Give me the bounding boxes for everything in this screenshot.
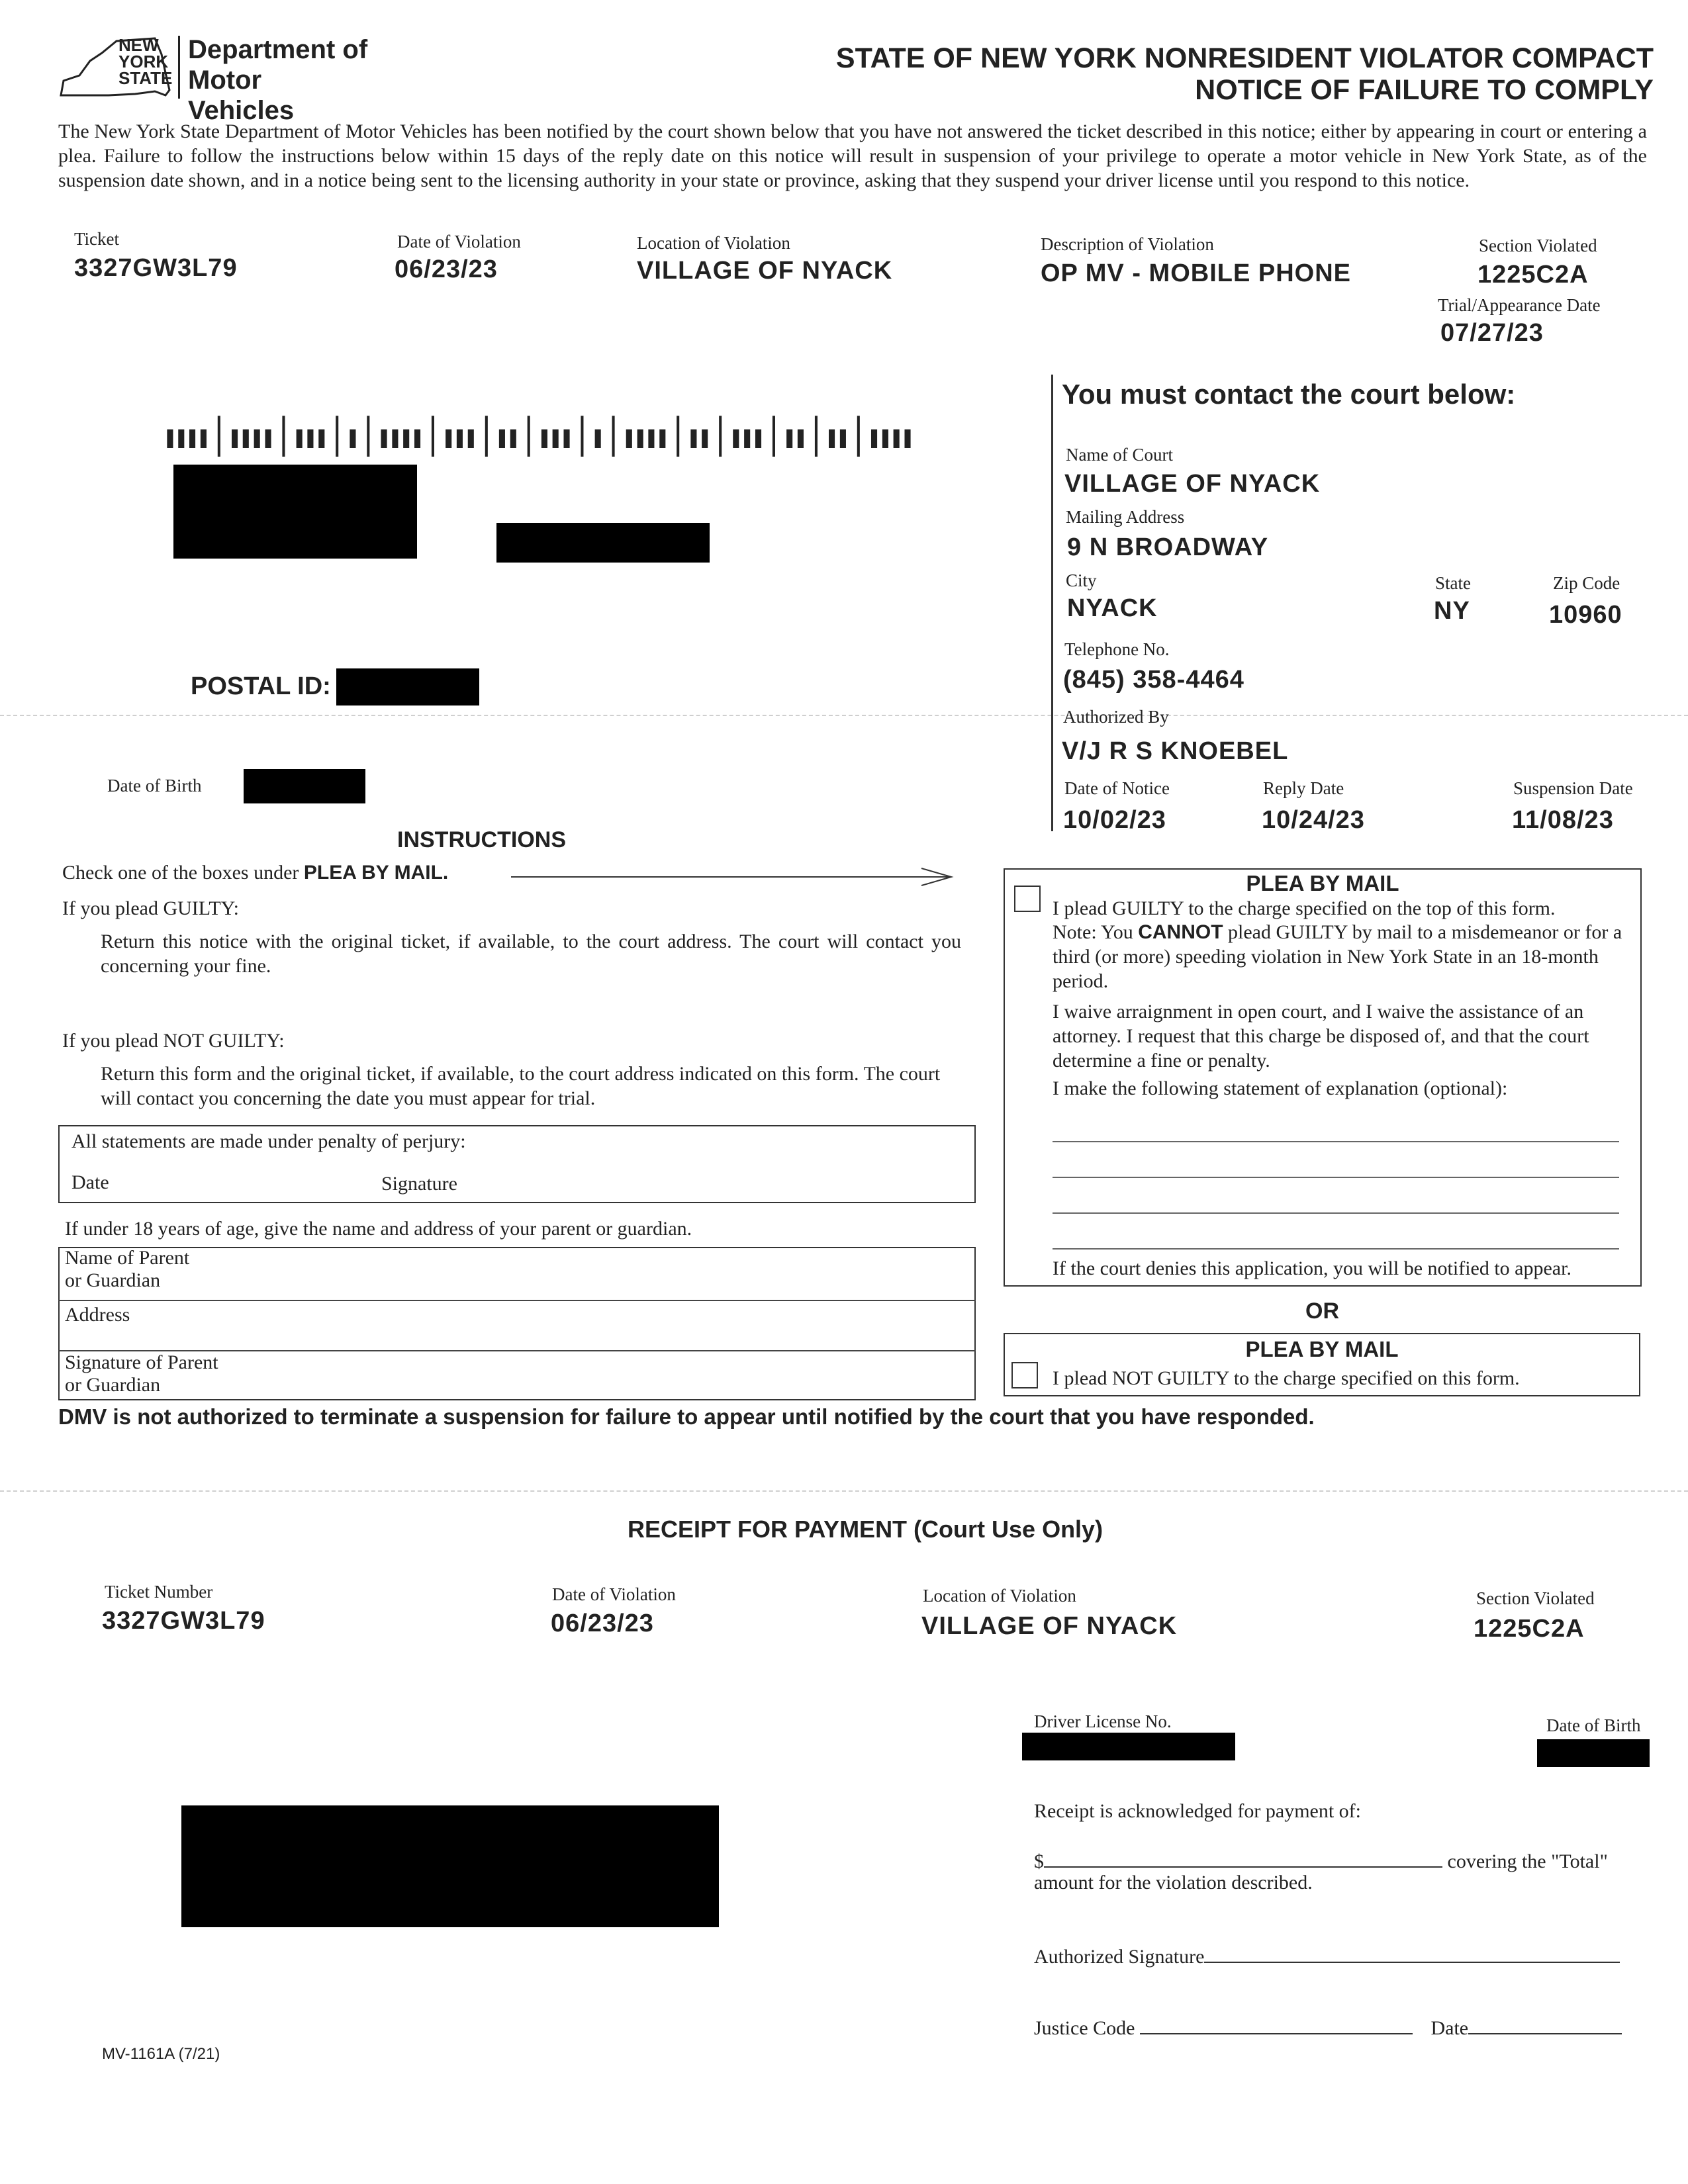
court-state-value: NY	[1434, 597, 1470, 625]
violation-description-value: OP MV - MOBILE PHONE	[1041, 259, 1352, 287]
court-phone-label: Telephone No.	[1064, 639, 1170, 659]
trial-date-value: 07/27/23	[1440, 319, 1544, 347]
ticket-value: 3327GW3L79	[74, 254, 238, 282]
receipt-heading: RECEIPT FOR PAYMENT (Court Use Only)	[628, 1516, 1103, 1543]
ticket-label: Ticket	[74, 229, 120, 249]
explanation-line-3[interactable]	[1053, 1212, 1619, 1214]
form-number: MV-1161A (7/21)	[102, 2045, 220, 2063]
court-zip-label: Zip Code	[1553, 573, 1620, 593]
court-city-label: City	[1066, 570, 1097, 590]
plea-note-bold: CANNOT	[1138, 921, 1223, 943]
receipt-date-field[interactable]	[1468, 2013, 1622, 2034]
court-zip-value: 10960	[1549, 601, 1622, 629]
justice-code-field[interactable]	[1140, 2013, 1413, 2034]
guardian-name-label-1: Name of Parent	[65, 1247, 190, 1269]
redacted-name	[173, 465, 417, 559]
plea-guilty-note	[1053, 920, 1635, 993]
plea-note-suffix: plead GUILTY by mail to a misdemeanor or for a third (or more) speeding violation in New York State in an 18-month period.	[1053, 921, 1622, 992]
court-authorized-label: Authorized By	[1063, 707, 1169, 727]
justice-code-label: Justice Code	[1034, 2017, 1135, 2039]
postal-barcode: ıııı│ıııı│ııı│ı│ıııı│ııı│ıı│ııı│ı│ıııı│ıı│ııı│ıı│ıı│ıııı	[164, 417, 913, 457]
receipt-date-field-label: Date	[1430, 2017, 1469, 2039]
court-state-label: State	[1435, 573, 1471, 593]
covering-text: covering the "Total"	[1447, 1850, 1608, 1872]
court-authorized-value: V/J R S KNOEBEL	[1062, 737, 1289, 765]
guardian-row-divider-1	[58, 1300, 976, 1301]
postal-id-label: POSTAL ID:	[191, 672, 331, 700]
logo-state-line2: YORK	[118, 52, 169, 71]
or-label: OR	[1305, 1298, 1339, 1324]
redacted-receipt-dob	[1537, 1739, 1650, 1767]
receipt-location-value: VILLAGE OF NYACK	[921, 1612, 1178, 1640]
receipt-dob-label: Date of Birth	[1546, 1715, 1641, 1735]
plea-not-guilty-checkbox[interactable]	[1011, 1362, 1038, 1388]
redacted-dob	[244, 769, 365, 803]
mailing-dob-label: Date of Birth	[107, 776, 202, 796]
authorized-signature-field[interactable]	[1204, 1942, 1620, 1963]
receipt-ticket-label: Ticket Number	[105, 1582, 213, 1602]
plea-note-prefix: Note: You	[1053, 921, 1139, 943]
receipt-section-value: 1225C2A	[1474, 1615, 1585, 1643]
court-phone-value: (845) 358-4464	[1063, 666, 1244, 694]
logo-state-line3: STATE	[118, 68, 173, 88]
notice-date-value: 10/02/23	[1063, 806, 1166, 834]
explanation-line-2[interactable]	[1053, 1177, 1619, 1178]
court-city-value: NYACK	[1067, 594, 1158, 622]
guardian-address-field[interactable]: Address	[65, 1304, 130, 1326]
receipt-ticket-value: 3327GW3L79	[102, 1607, 265, 1635]
perjury-date-label[interactable]: Date	[71, 1171, 109, 1193]
violation-description-label: Description of Violation	[1041, 234, 1214, 254]
page-title-line1: STATE OF NEW YORK NONRESIDENT VIOLATOR COMPACT	[835, 42, 1654, 74]
guardian-name-label-2: or Guardian	[65, 1269, 161, 1291]
section-violated-value: 1225C2A	[1477, 261, 1589, 289]
payment-amount-field[interactable]	[1044, 1846, 1442, 1868]
guardian-signature-label-2: or Guardian	[65, 1374, 161, 1396]
court-name-label: Name of Court	[1066, 445, 1173, 465]
plea-denial-notice: If the court denies this application, you will be notified to appear.	[1053, 1257, 1571, 1279]
plea-guilty-waiver: I waive arraignment in open court, and I waive the assistance of an attorney. I request that this charge be disposed of, and that the court determine a fine or penalty.	[1053, 1001, 1589, 1071]
reply-date-value: 10/24/23	[1262, 806, 1365, 834]
trial-date-label: Trial/Appearance Date	[1438, 295, 1601, 315]
fold-line-upper	[0, 715, 1688, 716]
page-title	[836, 42, 1654, 106]
suspension-date-label: Suspension Date	[1513, 778, 1633, 798]
plea-not-guilty-heading: PLEA BY MAIL	[1245, 1337, 1399, 1361]
guardian-signature-label-1: Signature of Parent	[65, 1351, 218, 1373]
page-title-line2: NOTICE OF FAILURE TO COMPLY	[1195, 74, 1654, 106]
guardian-intro: If under 18 years of age, give the name and address of your parent or guardian.	[65, 1218, 692, 1240]
check-instruction-bold: PLEA BY MAIL.	[303, 862, 449, 884]
fold-line-lower	[0, 1490, 1688, 1492]
dmv-logo	[56, 34, 373, 125]
logo-dept-line1: Department of	[188, 35, 368, 64]
arrow-right-icon	[511, 867, 955, 887]
suspension-date-value: 11/08/23	[1512, 806, 1614, 834]
reply-date-label: Reply Date	[1263, 778, 1344, 798]
perjury-statement: All statements are made under penalty of perjury:	[71, 1130, 466, 1152]
explanation-line-4[interactable]	[1053, 1248, 1619, 1250]
receipt-location-label: Location of Violation	[923, 1586, 1076, 1606]
section-violated-label: Section Violated	[1479, 236, 1597, 255]
plea-guilty-checkbox[interactable]	[1014, 886, 1041, 912]
redacted-postal-id	[336, 668, 479, 705]
receipt-license-label: Driver License No.	[1034, 1711, 1172, 1731]
redacted-address	[496, 523, 710, 563]
violation-location-value: VILLAGE OF NYACK	[637, 257, 893, 285]
violation-date-label: Date of Violation	[397, 232, 521, 251]
dmv-notice: DMV is not authorized to terminate a suspension for failure to appear until notified by the court that you have responded.	[58, 1404, 1315, 1429]
receipt-acknowledged: Receipt is acknowledged for payment of:	[1034, 1800, 1362, 1822]
dollar-sign: $	[1034, 1850, 1044, 1872]
court-heading: You must contact the court below:	[1062, 379, 1516, 410]
receipt-amount-line	[1034, 1846, 1608, 1874]
logo-dept-line2: Motor Vehicles	[188, 66, 295, 125]
receipt-amount-description: amount for the violation described.	[1034, 1872, 1313, 1893]
receipt-date-value: 06/23/23	[551, 1610, 654, 1637]
instructions-heading: INSTRUCTIONS	[397, 827, 566, 852]
guilty-instructions: Return this notice with the original ticket, if available, to the court address. The court will contact you concerning your fine.	[101, 931, 961, 977]
logo-state-line1: NEW	[118, 35, 159, 55]
guardian-name-field[interactable]	[65, 1247, 189, 1292]
not-guilty-instructions: Return this form and the original ticket, if available, to the court address indicated on this form. The court will contact you concerning the date you must appear for trial.	[101, 1063, 941, 1109]
court-address-value: 9 N BROADWAY	[1067, 533, 1269, 561]
court-address-label: Mailing Address	[1066, 507, 1185, 527]
redacted-license-number	[1022, 1733, 1235, 1760]
court-divider	[1051, 375, 1053, 831]
logo-divider	[178, 36, 180, 99]
not-guilty-heading: If you plead NOT GUILTY:	[62, 1030, 285, 1052]
guardian-signature-field[interactable]	[65, 1351, 218, 1396]
authorized-signature-label: Authorized Signature	[1034, 1946, 1205, 1968]
check-instruction-text: Check one of the boxes under	[62, 862, 304, 884]
receipt-date-label: Date of Violation	[552, 1584, 676, 1604]
court-name-value: VILLAGE OF NYACK	[1064, 470, 1321, 498]
redacted-receipt-address	[181, 1805, 719, 1927]
plea-guilty-heading: PLEA BY MAIL	[1246, 871, 1399, 895]
receipt-section-label: Section Violated	[1476, 1588, 1595, 1608]
perjury-signature-label[interactable]: Signature	[381, 1173, 457, 1195]
plea-not-guilty-statement: I plead NOT GUILTY to the charge specified on this form.	[1053, 1367, 1520, 1389]
violation-location-label: Location of Violation	[637, 233, 790, 253]
violation-date-value: 06/23/23	[395, 255, 498, 283]
authorized-signature-row	[1034, 1942, 1620, 1969]
notice-date-label: Date of Notice	[1064, 778, 1170, 798]
guilty-heading: If you plead GUILTY:	[62, 897, 239, 919]
plea-guilty-explanation-prompt: I make the following statement of explanation (optional):	[1053, 1077, 1508, 1099]
check-instruction	[62, 860, 448, 885]
plea-guilty-statement: I plead GUILTY to the charge specified on the top of this form.	[1053, 897, 1556, 919]
justice-code-row	[1034, 2013, 1622, 2040]
intro-paragraph: The New York State Department of Motor Vehicles has been notified by the court shown below that you have not answered the ticket described in this notice; either by appearing in court or entering a plea. Failure to follow the instructions below within 15 days of the reply date on this notice will result in suspension of your privilege to operate a motor vehicle in New York State, as of the suspension date shown, and in a notice being sent to the licensing authority in your state or province, asking that they suspend your driver license until you respond to this notice.	[58, 120, 1647, 191]
explanation-line-1[interactable]	[1053, 1141, 1619, 1142]
